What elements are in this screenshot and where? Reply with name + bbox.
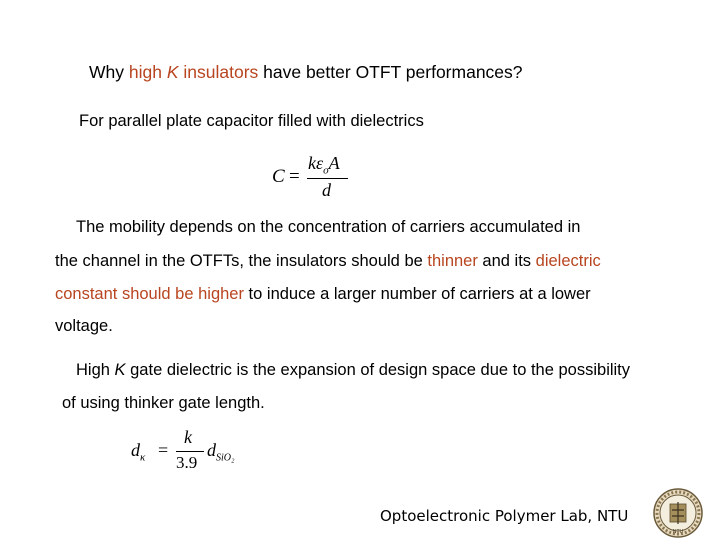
- eq1-lhs: C: [272, 166, 285, 187]
- highlight-thinner: thinner: [427, 252, 478, 270]
- title-k: K: [166, 62, 179, 82]
- title-part: Why: [89, 62, 129, 82]
- eq1-fraction-bar: [307, 178, 348, 179]
- intro-text: For parallel plate capacitor filled with dielectrics: [79, 112, 424, 130]
- title-highlight: high: [128, 62, 167, 82]
- highlight-constant: constant should be higher: [55, 285, 244, 303]
- slide-title: [89, 62, 523, 83]
- title-part: have better OTFT performances?: [258, 62, 523, 82]
- title-highlight: insulators: [178, 62, 259, 82]
- para1-line3: constant should be higher to induce a larger number of carriers at a lower: [55, 285, 591, 303]
- eq2-equals: =: [158, 440, 169, 460]
- eq1-equals: =: [289, 166, 300, 187]
- para1-line2: the channel in the OTFTs, the insulators should be thinner and its dielectric: [55, 252, 601, 270]
- para2-line2: of using thinker gate length.: [62, 394, 265, 412]
- eq2-rhs: $d_{SiO_2}$: [207, 440, 235, 464]
- ntu-logo: [653, 488, 703, 538]
- para2-line1: High K gate dielectric is the expansion of design space due to the possibility: [76, 361, 631, 379]
- footer-lab-name: Optoelectronic Polymer Lab, NTU: [380, 507, 629, 525]
- eq1-numerator: $k\varepsilon_oA$: [308, 153, 340, 177]
- para1-line1: The mobility depends on the concentration of carriers accumulated in: [76, 218, 581, 236]
- eq1-denominator: d: [322, 180, 331, 200]
- eq2-fraction-bar: [176, 451, 204, 452]
- eq2-lhs: $d_\kappa$: [131, 440, 146, 464]
- highlight-dielectric: dielectric: [535, 252, 601, 270]
- eq2-numerator: k: [184, 427, 192, 447]
- para1-line4: voltage.: [55, 317, 113, 335]
- logo-text: NTU: [672, 529, 684, 535]
- eq2-denominator: 3.9: [176, 453, 198, 472]
